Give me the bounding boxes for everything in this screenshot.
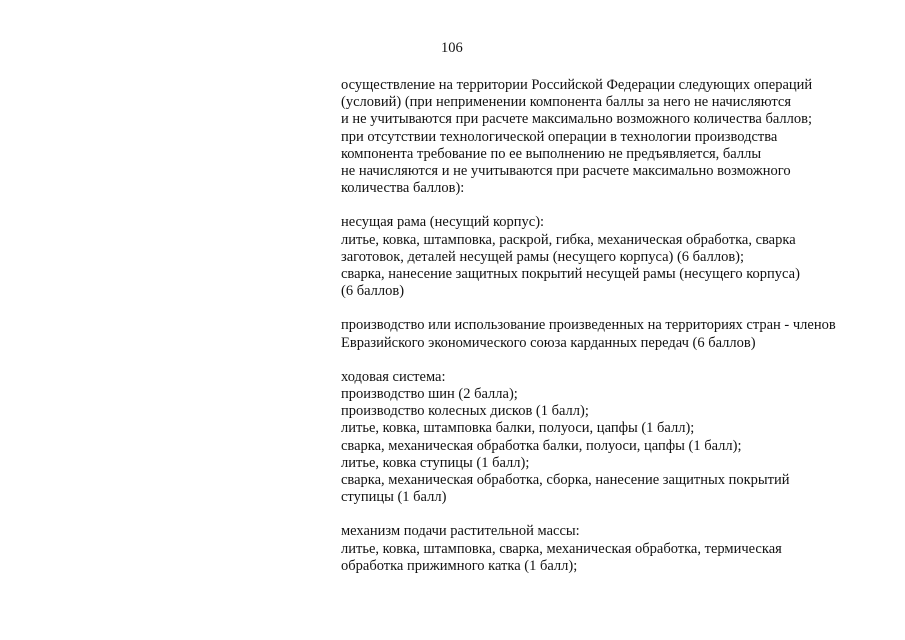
text-line: (условий) (при неприменении компонента баллы за него не начисляются [341,94,792,111]
page-number: 106 [441,40,463,56]
text-line: (6 баллов) [341,283,405,300]
text-line: заготовок, деталей несущей рамы (несущего корпуса) (6 баллов); [341,248,745,265]
text-line: сварка, нанесение защитных покрытий несущей рамы (несущего корпуса) [341,266,800,283]
text-line: осуществление на территории Российской Федерации следующих операций [341,77,813,93]
text-line: литье, ковка ступицы (1 балл); [341,454,530,471]
text-line: производство шин (2 балла); [341,386,518,403]
text-line: литье, ковка, штамповка, раскрой, гибка, механическая обработка, сварка [341,231,796,248]
text-line: при отсутствии технологической операции в технологии производства [341,128,778,145]
text-line: механизм подачи растительной массы: [341,523,580,540]
text-line: Евразийского экономического союза карданных передач (6 баллов) [341,334,756,351]
text-line: ступицы (1 балл) [341,489,447,506]
paragraph-cardan [341,317,886,351]
paragraph-frame [341,214,886,300]
text-line: сварка, механическая обработка, сборка, нанесение защитных покрытий [341,472,790,489]
text-line: компонента требование по ее выполнению не предъявляется, баллы [341,145,762,162]
text-line: ходовая система: [341,368,446,385]
text-line: сварка, механическая обработка балки, полуоси, цапфы (1 балл); [341,437,742,454]
text-line: производство колесных дисков (1 балл); [341,403,589,420]
paragraph-feed-mechanism [341,523,886,575]
document-body [341,77,886,575]
text-line: несущая рама (несущий корпус): [341,214,545,231]
text-line: и не учитываются при расчете максимально возможного количества баллов; [341,111,812,128]
text-line: обработка прижимного катка (1 балл); [341,557,578,574]
paragraph-intro [341,77,886,197]
text-line: литье, ковка, штамповка, сварка, механическая обработка, термическая [341,540,782,557]
text-line: литье, ковка, штамповка балки, полуоси, цапфы (1 балл); [341,420,695,437]
text-line: количества баллов): [341,180,465,197]
text-line: производство или использование произведенных на территориях стран - членов [341,317,836,334]
text-line: не начисляются и не учитываются при расчете максимально возможного [341,163,791,180]
paragraph-chassis [341,369,886,507]
